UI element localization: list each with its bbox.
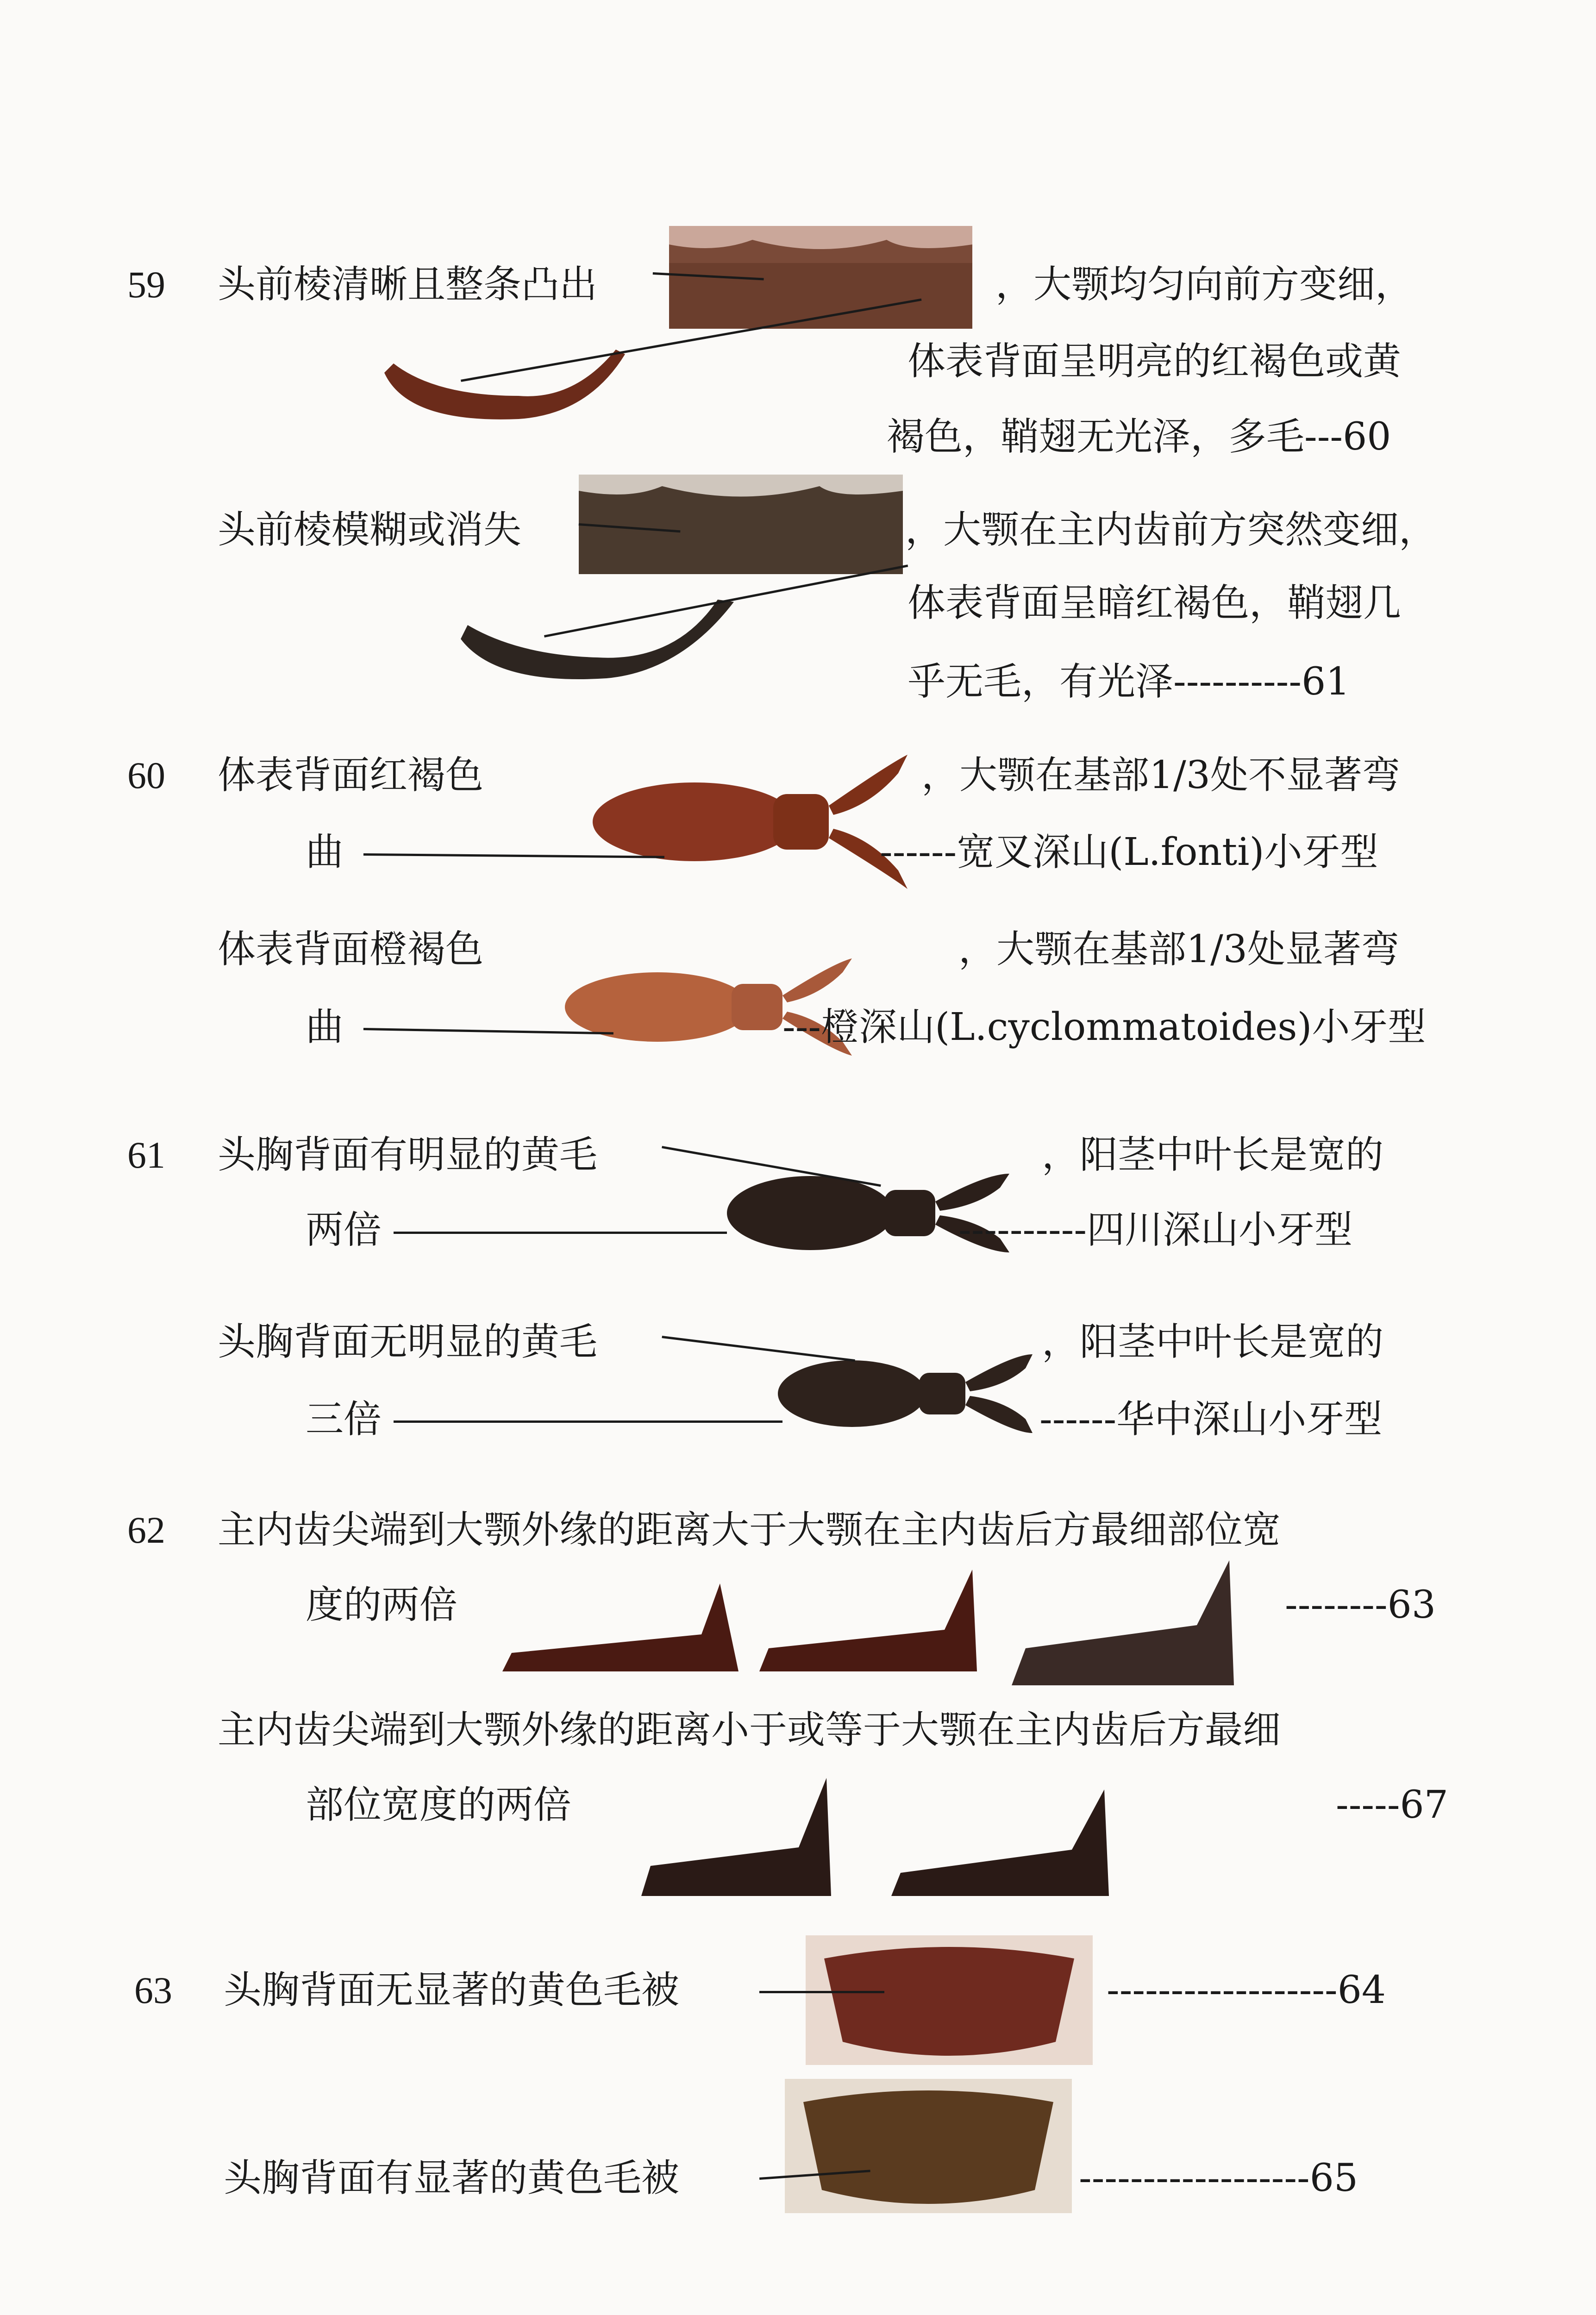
couplet-59b-line3: 乎无毛，有光泽----------61	[908, 660, 1350, 704]
couplet-62b-line1: 主内齿尖端到大颚外缘的距离小于或等于大颚在主内齿后方最细	[218, 1708, 1281, 1752]
head-edge-photo	[579, 475, 903, 574]
couplet-60a-wrap: 曲	[306, 830, 344, 874]
leader-line	[394, 1420, 782, 1423]
couplet-61a-wrap: 两倍	[306, 1208, 382, 1252]
couplet-59b-text: 头前棱模糊或消失	[218, 508, 522, 552]
couplet-59a-line1: ，大颚均匀向前方变细，	[995, 263, 1414, 307]
leader-line	[394, 1232, 727, 1234]
couplet-59b-line2: 体表背面呈暗红褐色，鞘翅几	[908, 581, 1402, 625]
mandible-photo	[458, 597, 736, 690]
couplet-60b-text: 体表背面橙褐色	[218, 927, 484, 971]
couplet-59b-line1: ，大颚在主内齿前方突然变细，	[905, 508, 1437, 552]
couplet-number: 59	[127, 263, 165, 306]
couplet-60b-result: ---橙深山(L.cyclommatoides)小牙型	[782, 1005, 1426, 1049]
couplet-59a-text: 头前棱清晰且整条凸出	[218, 263, 598, 307]
couplet-61a-result: ----------四川深山小牙型	[958, 1208, 1353, 1252]
couplet-63a-text: 头胸背面无显著的黄色毛被	[224, 1968, 680, 2012]
couplet-number: 63	[134, 1969, 172, 2011]
beetle-photo	[755, 1326, 1046, 1461]
couplet-59a-line3: 褐色，鞘翅无光泽，多毛---60	[887, 415, 1391, 459]
mandible-photo	[502, 1574, 739, 1674]
couplet-number: 60	[127, 754, 165, 796]
couplet-number: 62	[127, 1509, 165, 1551]
couplet-61b-cont: ，阳茎中叶长是宽的	[1042, 1320, 1384, 1364]
couplet-62b-line2: 部位宽度的两倍	[306, 1783, 572, 1827]
couplet-63b-text: 头胸背面有显著的黄色毛被	[224, 2156, 680, 2200]
couplet-61b-result: ------华中深山小牙型	[1039, 1397, 1383, 1441]
mandible-photo	[1012, 1556, 1239, 1688]
mandible-photo	[891, 1785, 1114, 1898]
couplet-number: 61	[127, 1134, 165, 1176]
couplet-60a-result: ------宽叉深山(L.fonti)小牙型	[880, 830, 1378, 874]
couplet-60b-cont: ，大颚在基部1/3处显著弯	[958, 927, 1399, 971]
couplet-63b-result: ------------------65	[1079, 2156, 1358, 2200]
couplet-62a-line2: 度的两倍	[306, 1583, 458, 1627]
head-photo	[806, 1935, 1093, 2065]
couplet-62a-line1: 主内齿尖端到大颚外缘的距离大于大颚在主内齿后方最细部位宽	[218, 1508, 1281, 1552]
mandible-photo	[641, 1773, 836, 1898]
head-photo	[785, 2079, 1072, 2213]
couplet-61a-cont: ，阳茎中叶长是宽的	[1042, 1133, 1384, 1177]
couplet-60b-wrap: 曲	[306, 1005, 344, 1049]
mandible-photo	[759, 1565, 982, 1674]
leader-line	[759, 1991, 884, 1993]
couplet-59a-line2: 体表背面呈明亮的红褐色或黄	[908, 339, 1402, 383]
couplet-61b-text: 头胸背面无明显的黄毛	[218, 1320, 598, 1364]
couplet-60a-text: 体表背面红褐色	[218, 753, 484, 797]
couplet-61a-text: 头胸背面有明显的黄毛	[218, 1133, 598, 1177]
couplet-60a-cont: ，大颚在基部1/3处不显著弯	[921, 753, 1400, 797]
couplet-61b-wrap: 三倍	[306, 1397, 382, 1441]
couplet-62b-result: -----67	[1336, 1783, 1448, 1827]
couplet-63a-result: ------------------64	[1107, 1968, 1386, 2012]
beetle-photo	[574, 736, 926, 907]
couplet-62a-result: --------63	[1285, 1583, 1436, 1627]
